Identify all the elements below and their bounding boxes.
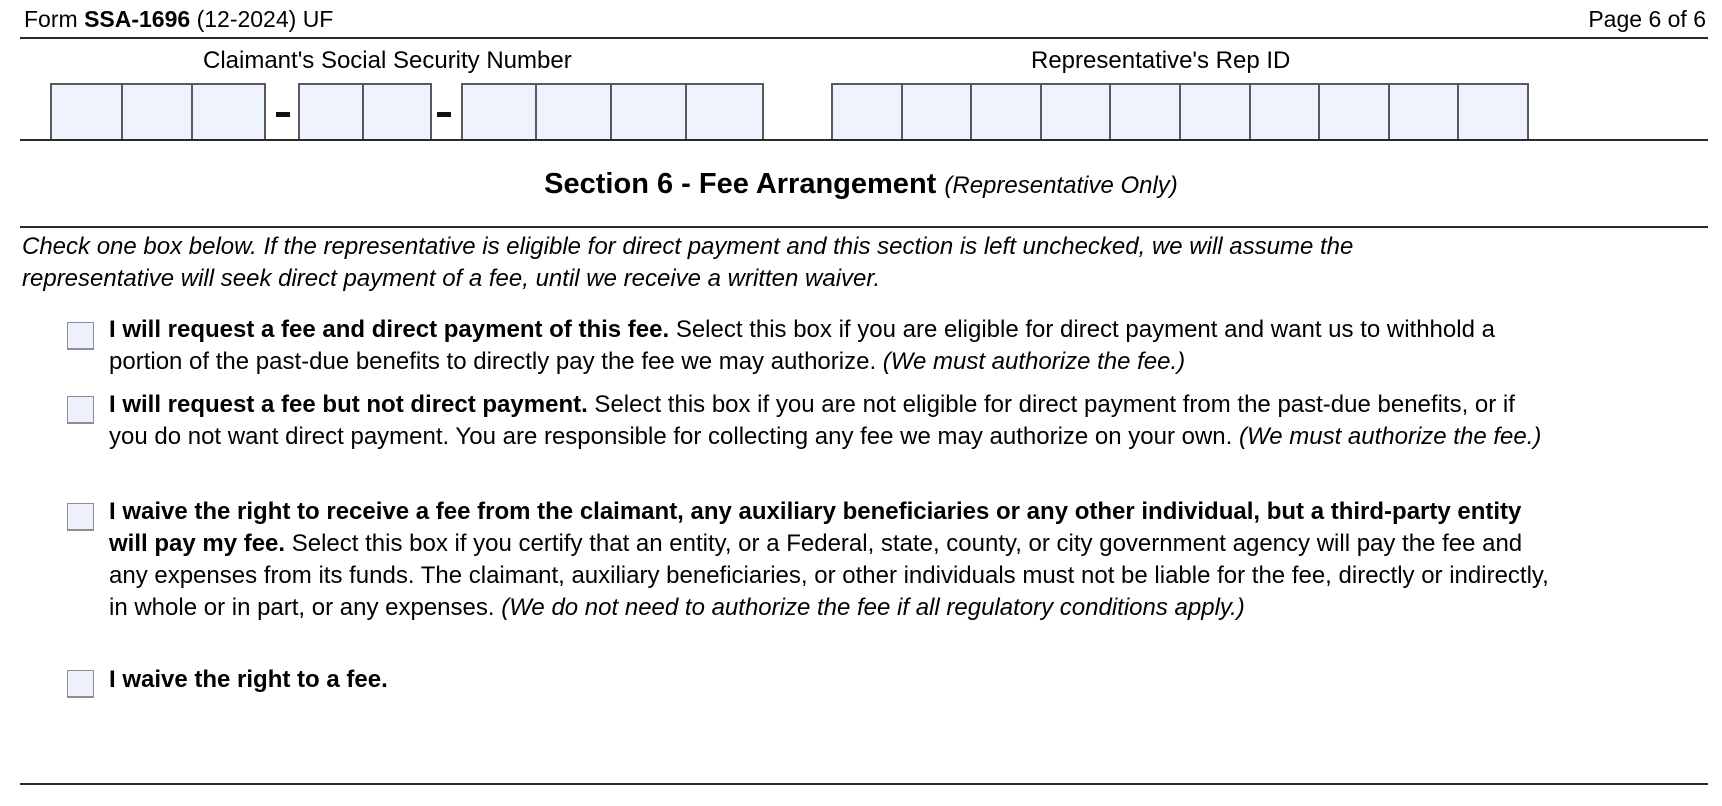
rep-id-char-3[interactable] [972, 85, 1042, 139]
form-identifier [24, 4, 333, 34]
option-note: (We must authorize the fee.) [882, 348, 1186, 375]
ssn-digit-6[interactable] [463, 85, 537, 139]
ssn-label: Claimant's Social Security Number [203, 47, 572, 74]
rep-id-char-4[interactable] [1042, 85, 1112, 139]
rep-id-char-9[interactable] [1390, 85, 1460, 139]
option-title: I waive the right to receive a fee from the claimant, any auxiliary beneficiaries or any other individual, but a third-party entity will pay my fee. [109, 498, 1522, 557]
option-waive-fee [109, 664, 1549, 696]
form-revision: (12-2024) UF [190, 6, 334, 32]
instructions-line-1: Check one box below. If the representative is eligible for direct payment and this section is left unchecked, we will assume the [22, 233, 1354, 260]
page-indicator: Page 6 of 6 [1588, 6, 1706, 32]
rep-id-char-1[interactable] [833, 85, 903, 139]
rep-id-char-2[interactable] [903, 85, 973, 139]
ssn-group-area [50, 83, 266, 139]
form-number: SSA-1696 [84, 6, 191, 32]
form-prefix: Form [24, 6, 85, 32]
option-title: I will request a fee and direct payment of this fee. [109, 316, 670, 343]
ssn-digit-1[interactable] [52, 85, 123, 139]
bottom-divider [20, 783, 1708, 785]
checkbox-waive-fee[interactable] [67, 670, 94, 698]
instructions-line-2: representative will seek direct payment of a fee, until we receive a written waiver. [22, 265, 881, 292]
ssn-separator [437, 112, 451, 117]
id-fields-divider [20, 139, 1708, 141]
rep-id-char-8[interactable] [1320, 85, 1390, 139]
rep-id-char-6[interactable] [1181, 85, 1251, 139]
rep-id-label: Representative's Rep ID [1031, 47, 1291, 74]
option-no-direct-payment [109, 389, 1549, 453]
section-divider [20, 226, 1708, 228]
rep-id-char-7[interactable] [1251, 85, 1321, 139]
ssn-digit-4[interactable] [300, 85, 364, 139]
ssn-group-serial [461, 83, 764, 139]
ssn-digit-5[interactable] [364, 85, 430, 139]
option-note: (We must authorize the fee.) [1239, 423, 1542, 450]
ssn-digit-2[interactable] [123, 85, 194, 139]
section-subtitle: (Representative Only) [944, 172, 1178, 199]
option-direct-payment [109, 314, 1549, 378]
option-title: I waive the right to a fee. [109, 666, 388, 693]
option-third-party-pays [109, 496, 1549, 624]
option-note: (We do not need to authorize the fee if all regulatory conditions apply.) [501, 594, 1245, 621]
ssn-digit-9[interactable] [687, 85, 762, 139]
option-description: Select this box if you are not eligible for direct payment from the past-due benefits, or if you do not want direct payment. You are responsible for collecting any fee we may authorize on your own. [109, 391, 1515, 450]
checkbox-direct-payment[interactable] [67, 322, 94, 350]
section-heading [0, 166, 1722, 204]
section-title: Section 6 - Fee Arrangement [544, 168, 937, 200]
checkbox-third-party-pays[interactable] [67, 503, 94, 531]
ssn-group-middle [298, 83, 432, 139]
ssn-digit-3[interactable] [193, 85, 264, 139]
option-description: Select this box if you are eligible for direct payment and want us to withhold a portion of the past-due benefits to directly pay the fee we may authorize. [109, 316, 1495, 375]
ssn-digit-7[interactable] [537, 85, 612, 139]
ssn-separator [276, 112, 290, 117]
option-title: I will request a fee but not direct payment. [109, 391, 588, 418]
checkbox-no-direct-payment[interactable] [67, 396, 94, 424]
ssn-digit-8[interactable] [612, 85, 687, 139]
rep-id-char-10[interactable] [1459, 85, 1527, 139]
rep-id-field [831, 83, 1529, 139]
option-description: Select this box if you certify that an entity, or a Federal, state, county, or city government agency will pay the fee and any expenses from its funds. The claimant, auxiliary beneficiaries, or other individuals must not be liable for the fee, directly or indirectly, in whole or in part, or any expenses. [109, 530, 1549, 621]
header-divider [20, 37, 1708, 39]
rep-id-char-5[interactable] [1111, 85, 1181, 139]
